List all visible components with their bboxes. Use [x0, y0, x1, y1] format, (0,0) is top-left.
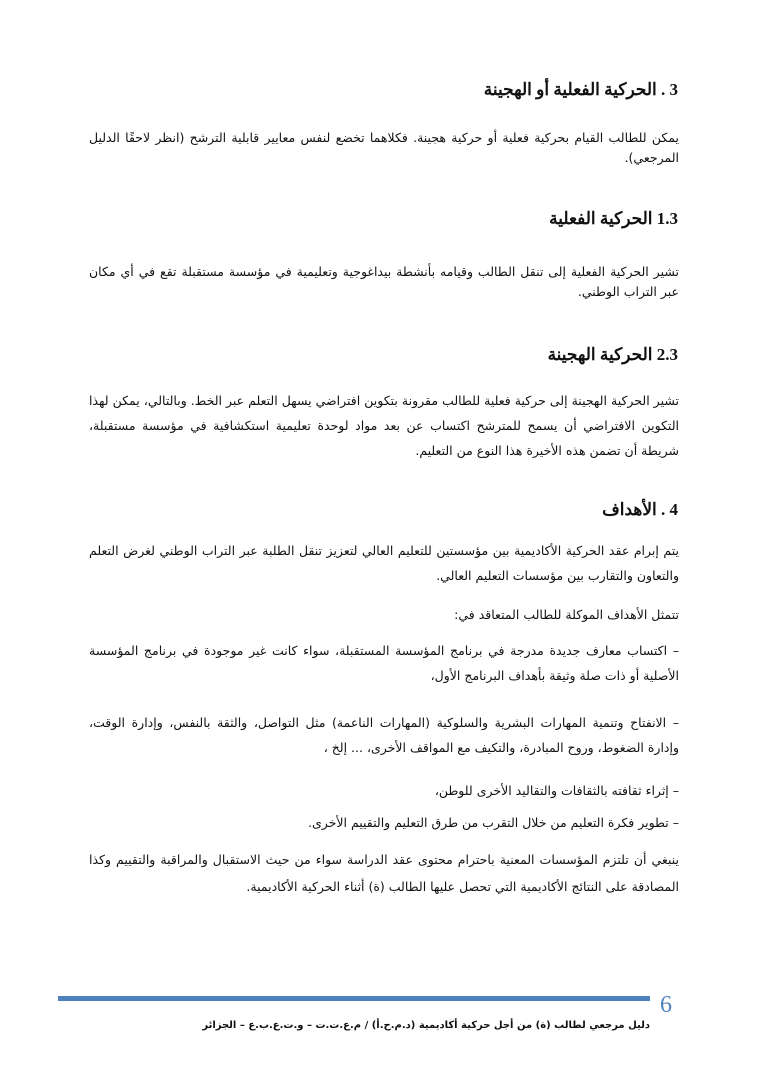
section-3-1-paragraph: تشير الحركية الفعلية إلى تنقل الطالب وقيامه بأنشطة بيداغوجية وتعليمية في مؤسسة مستقبلة تقع في أي مكان عبر التراب الوطني. [89, 264, 679, 299]
page-number: 6 [660, 992, 672, 1018]
section-3-2-heading: 2.3 الحركية الهجينة [547, 345, 678, 364]
objective-item-3: – إثراء ثقافته بالثقافات والتقاليد الأخرى للوطن، [434, 783, 679, 798]
section-3-2-paragraph: تشير الحركية الهجينة إلى حركية فعلية للطالب مقرونة بتكوين افتراضي يسهل التعلم عبر الخط. وبالتالي، يمكن لهذا التكوين الافتراضي أن يسمح للمترشح اكتساب عن بعد مواد لوحدة تعليمية استكشافية في مؤسسة مستقبلة، شريطة أن تضمن هذه الأخيرة هذا النوع من التعليم. [89, 393, 679, 458]
footer-caption: دليل مرجعي لطالب (ة) من أجل حركية أكاديمية (د.م.ح.أ) / م.ع.ت.ت – و.ت.ع.ب.ع – الجزائر [202, 1020, 650, 1031]
objective-item-1: – اكتساب معارف جديدة مدرجة في برنامج المؤسسة المستقبلة، سواء كانت غير موجودة في برنامج المؤسسة الأصلية أو ذات صلة وثيقة بأهداف البرنامج الأول، [89, 643, 679, 683]
section-3-1-heading: 1.3 الحركية الفعلية [549, 209, 678, 228]
section-3-paragraph: يمكن للطالب القيام بحركية فعلية أو حركية هجينة. فكلاهما تخضع لنفس معايير قابلية الترشح (انظر لاحقًا الدليل المرجعي). [89, 130, 679, 165]
section-4-paragraph: يتم إبرام عقد الحركية الأكاديمية بين مؤسستين للتعليم العالي لتعزيز تنقل الطلبة عبر التراب الوطني لغرض التعلم والتعاون والتقارب بين مؤسسات التعليم العالي. [89, 543, 679, 583]
section-4-heading: 4 . الأهداف [602, 500, 678, 519]
closing-paragraph: ينبغي أن تلتزم المؤسسات المعنية باحترام محتوى عقد الدراسة سواء من حيث الاستقبال والمراقبة والتقييم وكذا المصادقة على النتائج الأكاديمية التي تحصل عليها الطالب (ة) أثناء الحركية الأكاديمية. [89, 852, 679, 894]
section-3-heading: 3 . الحركية الفعلية أو الهجينة [483, 80, 678, 99]
footer-divider [58, 996, 650, 1001]
objective-item-2: – الانفتاح وتنمية المهارات البشرية والسلوكية (المهارات الناعمة) مثل التواصل، والثقة بالنفس، وإدارة الوقت، وإدارة الضغوط، وروح المبادرة، والتكيف مع المواقف الأخرى، ... إلخ ، [89, 715, 679, 755]
objectives-intro: تتمثل الأهداف الموكلة للطالب المتعاقد في: [454, 607, 679, 622]
objective-item-4: – تطوير فكرة التعليم من خلال التقرب من طرق التعليم والتقييم الأخرى. [307, 815, 679, 830]
